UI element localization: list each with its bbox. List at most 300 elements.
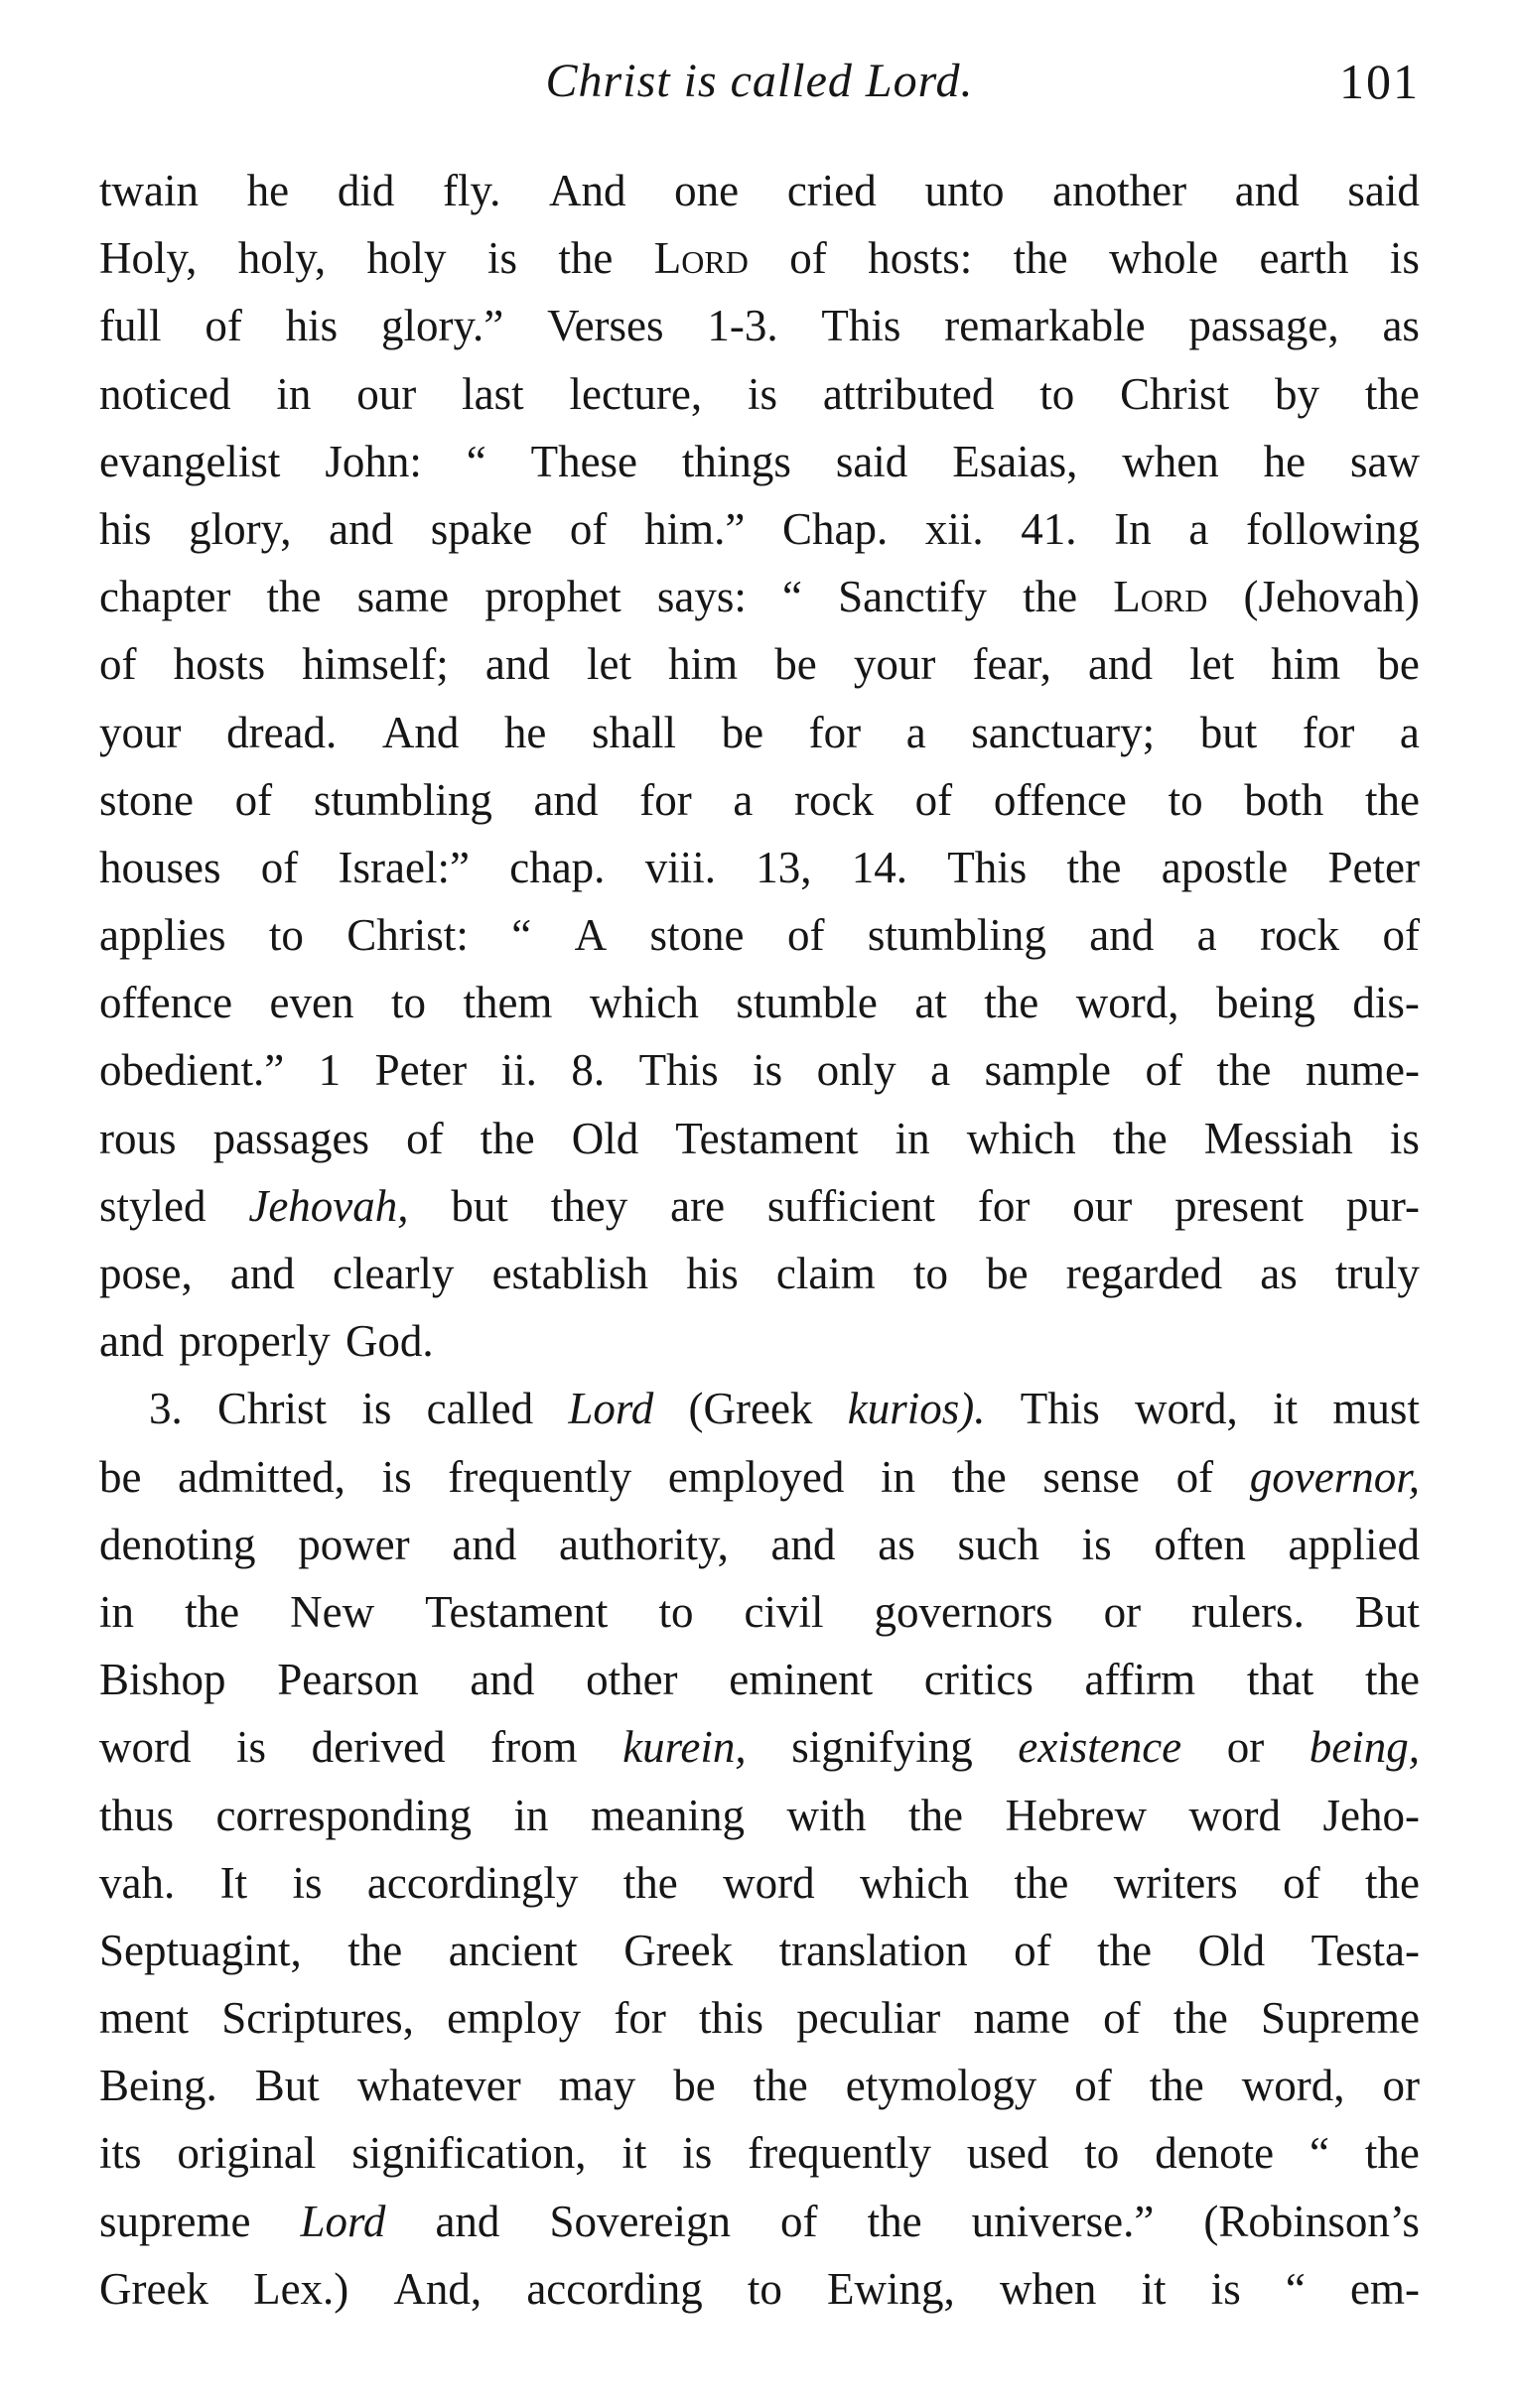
word: whatever xyxy=(356,2061,521,2111)
word: pose, xyxy=(99,1249,193,1298)
word: houses xyxy=(99,842,221,892)
word: stone xyxy=(99,774,194,825)
word: one xyxy=(674,166,740,215)
word: New xyxy=(290,1586,375,1637)
word: and xyxy=(1087,639,1153,690)
word: This xyxy=(638,1045,719,1096)
word: when xyxy=(999,2263,1097,2314)
word: according xyxy=(526,2263,703,2314)
word: admitted, xyxy=(178,1451,345,1502)
word: a xyxy=(930,1045,951,1096)
word: 13, xyxy=(756,842,812,892)
text-line xyxy=(99,1713,1420,1781)
word: the xyxy=(1013,233,1068,284)
word: whole xyxy=(1109,233,1219,284)
text-line xyxy=(99,1036,1420,1104)
word: being xyxy=(1215,978,1315,1028)
word: frequently xyxy=(448,1451,632,1502)
text-line xyxy=(99,563,1420,630)
word: they xyxy=(550,1180,628,1231)
word: Old xyxy=(1197,1925,1266,1975)
word: properly xyxy=(179,1316,331,1367)
word: from xyxy=(490,1722,578,1773)
word: power xyxy=(298,1519,410,1569)
word: himself; xyxy=(302,639,449,690)
word: offence xyxy=(99,978,233,1028)
word: Sanctify xyxy=(838,572,988,622)
word: is xyxy=(753,1045,783,1096)
word: This xyxy=(821,301,901,351)
word: glory.” xyxy=(380,301,504,351)
word: original xyxy=(177,2128,317,2179)
word: Sovereign xyxy=(549,2196,731,2246)
word: evangelist xyxy=(99,436,281,486)
text-line xyxy=(99,1917,1420,1984)
word: corresponding xyxy=(215,1790,472,1840)
word: Peter xyxy=(1327,842,1420,892)
word: denoting xyxy=(99,1519,256,1569)
word: only xyxy=(816,1045,896,1096)
word: Greek xyxy=(623,1925,734,1975)
word: of xyxy=(1283,1857,1320,1908)
word: him xyxy=(1271,639,1341,690)
word: of xyxy=(99,639,137,690)
word: in xyxy=(513,1790,549,1840)
word: but xyxy=(451,1180,508,1231)
word: in xyxy=(881,1451,916,1502)
word: Testa- xyxy=(1310,1925,1420,1975)
word: spake xyxy=(430,503,533,554)
word: as xyxy=(878,1519,915,1569)
word: the xyxy=(1014,1857,1069,1908)
word: dread. xyxy=(226,707,338,757)
word: ii. xyxy=(500,1045,537,1096)
word: Christ xyxy=(1120,368,1230,419)
word: often xyxy=(1154,1519,1246,1569)
word: meaning xyxy=(591,1790,745,1840)
word: let xyxy=(1189,639,1235,690)
word: the xyxy=(480,1113,535,1163)
word: of xyxy=(260,842,299,892)
text-line xyxy=(99,1849,1420,1917)
text-line xyxy=(99,2255,1420,2323)
word: and xyxy=(484,639,550,690)
word: signification, xyxy=(351,2128,587,2179)
word: ment xyxy=(99,1993,189,2044)
word: to xyxy=(912,1249,948,1298)
word: the xyxy=(1112,1113,1168,1163)
word: remarkable xyxy=(944,301,1146,351)
word: same xyxy=(356,572,450,622)
word: stumbling xyxy=(867,910,1046,961)
word: called xyxy=(426,1384,534,1434)
word: obedient.” xyxy=(99,1045,285,1096)
word: which xyxy=(966,1113,1076,1163)
word: sufficient xyxy=(766,1180,936,1231)
word: to xyxy=(390,978,426,1028)
word: to xyxy=(1039,368,1075,419)
word: signifying xyxy=(791,1722,973,1773)
word: writers xyxy=(1113,1857,1238,1908)
word: prophet xyxy=(484,572,621,622)
word: be xyxy=(1377,639,1420,690)
word: affirm xyxy=(1084,1655,1196,1705)
text-line xyxy=(99,834,1420,901)
word: regarded xyxy=(1065,1249,1223,1298)
word: he xyxy=(503,707,547,757)
word: governors xyxy=(874,1586,1053,1637)
word: the xyxy=(622,1857,678,1908)
word: hosts: xyxy=(868,233,973,284)
word: Lord xyxy=(1113,572,1208,622)
word: sense xyxy=(1042,1451,1140,1502)
word: full xyxy=(99,301,162,351)
word: let xyxy=(587,639,631,690)
word: peculiar xyxy=(796,1993,941,2044)
word: and xyxy=(435,2196,500,2246)
word: (Robinson’s xyxy=(1203,2196,1420,2246)
word: the xyxy=(1097,1925,1153,1975)
word: And xyxy=(381,707,460,757)
word: is xyxy=(1389,1113,1420,1163)
word: be xyxy=(721,707,764,757)
word: the xyxy=(1149,2061,1204,2111)
text-line xyxy=(99,360,1420,428)
word: stone xyxy=(649,910,745,961)
word: to xyxy=(1084,2128,1120,2179)
word: present xyxy=(1174,1180,1305,1231)
word: which xyxy=(589,978,699,1028)
word: This xyxy=(947,842,1028,892)
word: styled xyxy=(99,1180,207,1231)
word: Lord xyxy=(568,1384,654,1434)
word: thus xyxy=(99,1790,175,1840)
word: is xyxy=(381,1451,412,1502)
word: of xyxy=(1382,910,1420,961)
word: is xyxy=(292,1857,323,1908)
word: kurein, xyxy=(622,1722,747,1773)
text-line xyxy=(99,699,1420,766)
word: Jehovah, xyxy=(248,1180,409,1231)
word: truly xyxy=(1334,1249,1420,1298)
word: God. xyxy=(345,1316,434,1367)
word: Being. xyxy=(99,2061,217,2111)
word: Chap. xyxy=(781,503,889,554)
word: to xyxy=(747,2263,782,2314)
word: must xyxy=(1332,1384,1420,1434)
word: he xyxy=(1263,436,1307,486)
word: Christ: xyxy=(346,910,469,961)
word: employ xyxy=(447,1993,582,2044)
word: word, xyxy=(1075,978,1179,1028)
word: be xyxy=(99,1451,142,1502)
word: your xyxy=(99,707,182,757)
word: Peter xyxy=(374,1045,468,1096)
word: used xyxy=(966,2128,1049,2179)
text-line xyxy=(99,1511,1420,1578)
word: Scriptures, xyxy=(221,1993,414,2044)
text-line xyxy=(99,1240,1420,1307)
word: both xyxy=(1244,774,1324,825)
word: of xyxy=(234,774,273,825)
word: accordingly xyxy=(366,1857,579,1908)
word: the xyxy=(185,1586,240,1637)
word: governor, xyxy=(1249,1451,1420,1502)
word: em- xyxy=(1349,2263,1420,2314)
word: did xyxy=(337,166,395,215)
word: of xyxy=(569,503,608,554)
word: ancient xyxy=(448,1925,578,1975)
word: Supreme xyxy=(1261,1993,1420,2044)
word: twain xyxy=(99,166,199,215)
word: of xyxy=(1145,1045,1183,1096)
word: a xyxy=(1399,707,1420,757)
word: 3. xyxy=(149,1384,183,1434)
word: last xyxy=(462,368,524,419)
word: (Greek xyxy=(688,1384,813,1434)
word: Israel:” xyxy=(338,842,470,892)
word: “ xyxy=(781,572,802,622)
text-line xyxy=(99,766,1420,834)
word: employed xyxy=(667,1451,845,1502)
word: but xyxy=(1199,707,1258,757)
word: are xyxy=(670,1180,726,1231)
word: xii. xyxy=(924,503,984,554)
word: universe.” xyxy=(971,2196,1155,2246)
word: Testament xyxy=(425,1586,609,1637)
word: says: xyxy=(656,572,747,622)
word: passage, xyxy=(1188,301,1339,351)
word: a xyxy=(1196,910,1217,961)
word: said xyxy=(835,436,908,486)
word: by xyxy=(1275,368,1320,419)
text-line xyxy=(99,495,1420,563)
word: of xyxy=(205,301,242,351)
word: the xyxy=(1216,1045,1272,1096)
word: of xyxy=(1175,1451,1214,1502)
word: 14. xyxy=(851,842,907,892)
word: passages xyxy=(212,1113,370,1163)
word: at xyxy=(914,978,947,1028)
word: saw xyxy=(1350,436,1420,486)
word: rock xyxy=(794,774,874,825)
word: 1-3. xyxy=(707,301,778,351)
word: authority, xyxy=(559,1519,729,1569)
text-line xyxy=(99,1105,1420,1172)
word: other xyxy=(586,1655,678,1705)
text-line xyxy=(99,2188,1420,2255)
word: of xyxy=(914,774,953,825)
word: the xyxy=(558,233,614,284)
word: the xyxy=(951,1451,1007,1502)
word: for xyxy=(808,707,862,757)
word: offence xyxy=(993,774,1127,825)
word: “ xyxy=(1285,2263,1306,2314)
word: is xyxy=(1081,1519,1112,1569)
word: for xyxy=(639,774,692,825)
word: “ xyxy=(1310,2128,1329,2179)
word: and xyxy=(533,774,599,825)
word: applied xyxy=(1288,1519,1420,1569)
text-line xyxy=(99,1172,1420,1240)
word: the xyxy=(1066,842,1122,892)
text-line xyxy=(99,901,1420,969)
word: is xyxy=(1210,2263,1241,2314)
word: But xyxy=(1354,1586,1420,1637)
word: kurios). xyxy=(847,1384,986,1434)
word: his xyxy=(285,301,339,351)
word: that xyxy=(1246,1655,1314,1705)
word: the xyxy=(1365,1655,1420,1705)
word: And xyxy=(549,166,626,215)
word: is xyxy=(1389,233,1420,284)
word: name xyxy=(973,1993,1070,2044)
word: be xyxy=(774,639,817,690)
word: John: xyxy=(325,436,422,486)
word: following xyxy=(1246,503,1420,554)
word: Hebrew xyxy=(1005,1790,1147,1840)
word: for xyxy=(977,1180,1031,1231)
word: and xyxy=(229,1249,295,1298)
word: Jeho- xyxy=(1322,1790,1420,1840)
word: and xyxy=(99,1316,164,1367)
word: which xyxy=(859,1857,969,1908)
word: is xyxy=(682,2128,713,2179)
text-line xyxy=(99,1782,1420,1849)
word: the xyxy=(753,2061,808,2111)
word: may xyxy=(558,2061,636,2111)
word: etymology xyxy=(845,2061,1037,2111)
word: a xyxy=(733,774,754,825)
word: lecture, xyxy=(569,368,703,419)
word: chapter xyxy=(99,572,231,622)
word: 8. xyxy=(571,1045,606,1096)
word: apostle xyxy=(1161,842,1289,892)
word: rulers. xyxy=(1191,1586,1305,1637)
word: attributed xyxy=(822,368,995,419)
word: or xyxy=(1226,1722,1265,1773)
word: the xyxy=(1023,572,1078,622)
word: and xyxy=(770,1519,836,1569)
text-line xyxy=(99,292,1420,359)
word: as xyxy=(1260,1249,1298,1298)
word: fly. xyxy=(443,166,501,215)
word: establish xyxy=(491,1249,649,1298)
text-line xyxy=(99,224,1420,292)
word: for xyxy=(614,1993,666,2044)
word: of xyxy=(780,2196,818,2246)
word: unto xyxy=(924,166,1005,215)
word: eminent xyxy=(729,1655,874,1705)
word: Pearson xyxy=(277,1655,419,1705)
word: In xyxy=(1114,503,1152,554)
word: existence xyxy=(1018,1722,1182,1773)
word: word xyxy=(723,1857,815,1908)
word: viii. xyxy=(644,842,716,892)
word: word xyxy=(1188,1790,1281,1840)
word: being, xyxy=(1309,1722,1420,1773)
word: of xyxy=(406,1113,444,1163)
word: our xyxy=(1072,1180,1133,1231)
word: dis- xyxy=(1352,978,1420,1028)
word: even xyxy=(269,978,354,1028)
word: Greek xyxy=(99,2263,208,2314)
word: and xyxy=(1234,166,1300,215)
word: hosts xyxy=(173,639,266,690)
word: This xyxy=(1020,1384,1100,1434)
word: or xyxy=(1103,1586,1142,1637)
word: word xyxy=(99,1722,192,1773)
word: Septuagint, xyxy=(99,1925,302,1975)
word: and xyxy=(470,1655,535,1705)
word: to xyxy=(1168,774,1203,825)
word: Testament xyxy=(675,1113,859,1163)
word: the xyxy=(867,2196,922,2246)
word: its xyxy=(99,2128,142,2179)
word: when xyxy=(1122,436,1219,486)
word: and xyxy=(452,1519,517,1569)
word: stumbling xyxy=(313,774,492,825)
word: denote xyxy=(1155,2128,1275,2179)
word: It xyxy=(219,1857,248,1908)
word: cried xyxy=(786,166,877,215)
word: claim xyxy=(775,1249,876,1298)
word: said xyxy=(1347,166,1420,215)
word: Ewing, xyxy=(827,2263,955,2314)
word: the xyxy=(1364,368,1420,419)
word: earth xyxy=(1259,233,1349,284)
word: him xyxy=(668,639,739,690)
word: a xyxy=(905,707,926,757)
word: 1 xyxy=(318,1045,342,1096)
text-line xyxy=(99,2119,1420,2187)
word: the xyxy=(984,978,1039,1028)
word: is xyxy=(236,1722,267,1773)
word: is xyxy=(748,368,778,419)
word: “ xyxy=(511,910,532,961)
word: is xyxy=(486,233,517,284)
word: of xyxy=(1103,1993,1141,2044)
word: Christ xyxy=(217,1384,328,1434)
text-line xyxy=(99,1984,1420,2052)
text-line xyxy=(99,157,1420,224)
word: “ xyxy=(466,436,486,486)
text-line xyxy=(99,2052,1420,2119)
running-head xyxy=(99,52,1420,111)
word: your xyxy=(853,639,936,690)
word: a xyxy=(1188,503,1209,554)
text-line xyxy=(99,1443,1420,1511)
word: them xyxy=(463,978,553,1028)
word: the xyxy=(1364,1857,1420,1908)
text-line xyxy=(99,969,1420,1036)
word: vah. xyxy=(99,1857,176,1908)
word: things xyxy=(681,436,791,486)
word: sanctuary; xyxy=(971,707,1156,757)
word: another xyxy=(1052,166,1187,215)
word: it xyxy=(621,2128,647,2179)
word: of xyxy=(1014,1925,1051,1975)
text-line xyxy=(99,1375,1420,1442)
word: 41. xyxy=(1021,503,1077,554)
word: he xyxy=(246,166,290,215)
word: it xyxy=(1141,2263,1167,2314)
word: Holy, xyxy=(99,233,198,284)
word: stumble xyxy=(736,978,878,1028)
word: sample xyxy=(984,1045,1112,1096)
word: be xyxy=(673,2061,716,2111)
text-line xyxy=(99,1307,1420,1375)
